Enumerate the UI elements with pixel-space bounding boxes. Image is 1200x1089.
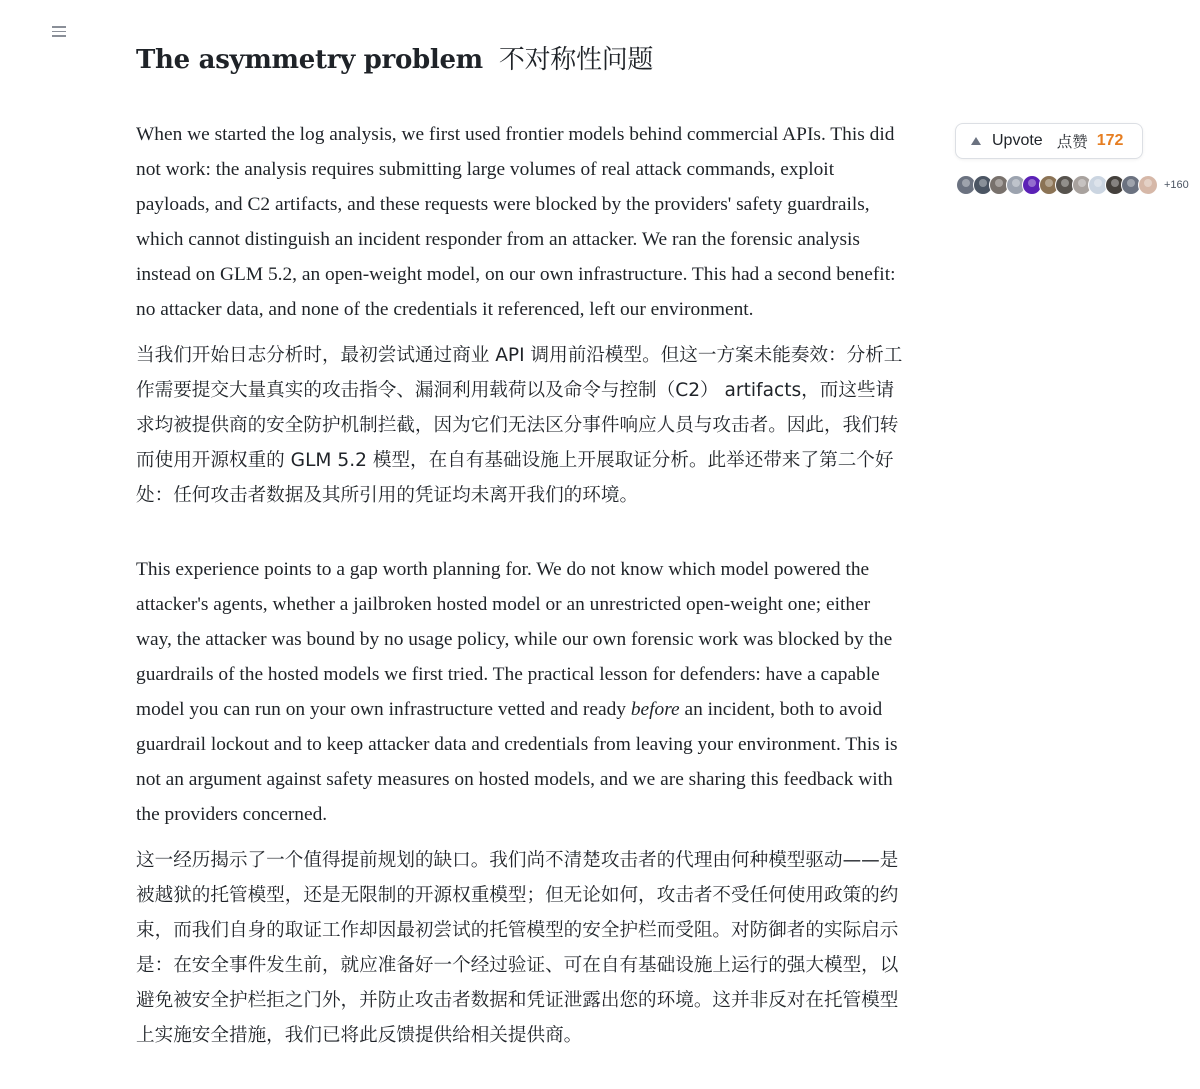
paragraph-2-en-before: This experience points to a gap worth planning for. We do not know which model powered the attacker's agents, whether a jailbroken hosted model or an unrestricted open-weight one; either way, the attacker was bound by no usage policy, while our own forensic work was blocked by the guardrails of the hosted models we first tried. The practical lesson for defenders: have a capable model you can run on your own infrastructure vetted and ready <box>136 559 893 720</box>
paragraph-2-en <box>136 552 904 832</box>
triangle-up-icon <box>971 137 981 145</box>
paragraph-1-zh: 当我们开始日志分析时，最初尝试通过商业 API 调用前沿模型。但这一方案未能奏效：分析工作需要提交大量真实的攻击指令、漏洞利用载荷以及命令与控制（C2） artifacts，而这些请求均被提供商的安全防护机制拦截，因为它们无法区分事件响应人员与攻击者。因此，我们转而使用开源权重的 GLM 5.2 模型，在自有基础设施上开展取证分析。此举还带来了第二个好处：任何攻击者数据及其所引用的凭证均未离开我们的环境。 <box>136 345 903 506</box>
upvote-button[interactable] <box>955 123 1143 159</box>
page-title-en: The asymmetry problem <box>136 45 483 75</box>
page-title <box>136 42 904 78</box>
paragraph-2-en-emphasis: before <box>630 699 680 720</box>
upvote-label: Upvote <box>992 132 1043 149</box>
hamburger-menu-icon[interactable] <box>52 26 66 38</box>
article <box>136 0 904 1053</box>
upvote-count: 172 <box>1096 132 1124 149</box>
paragraph-2-zh: 这一经历揭示了一个值得提前规划的缺口。我们尚不清楚攻击者的代理由何种模型驱动——是被越狱的托管模型，还是无限制的开源权重模型；但无论如何，攻击者不受任何使用政策的约束，而我们自身的取证工作却因最初尝试的托管模型的安全护栏而受阻。对防御者的实际启示是：在安全事件发生前，就应准备好一个经过验证、可在自有基础设施上运行的强大模型，以避免被安全护栏拒之门外，并防止攻击者数据和凭证泄露出您的环境。这并非反对在托管模型上实施安全措施，我们已将此反馈提供给相关提供商。 <box>136 850 899 1046</box>
paragraph-2-en-after: an incident, both to avoid guardrail lockout and to keep attacker data and credentials from leaving your environment. This is not an argument against safety measures on hosted models, and we are sharing this feedback with the providers concerned. <box>136 699 898 825</box>
voter-more-count[interactable]: +160 <box>1164 179 1189 191</box>
page-title-zh: 不对称性问题 <box>498 45 654 75</box>
paragraph-1-en: When we started the log analysis, we first used frontier models behind commercial APIs. This did not work: the analysis requires submitting large volumes of real attack commands, exploit payloads, and C2 artifacts, and these requests were blocked by the providers' safety guardrails, which cannot distinguish an incident responder from an attacker. We ran the forensic analysis instead on GLM 5.2, an open-weight model, on our own infrastructure. This had a second benefit: no attacker data, and none of the credentials it referenced, left our environment. <box>136 124 896 320</box>
voter-avatars[interactable] <box>956 175 1189 195</box>
avatar[interactable] <box>1138 175 1158 195</box>
upvote-label-zh: 点赞 <box>1056 133 1088 151</box>
